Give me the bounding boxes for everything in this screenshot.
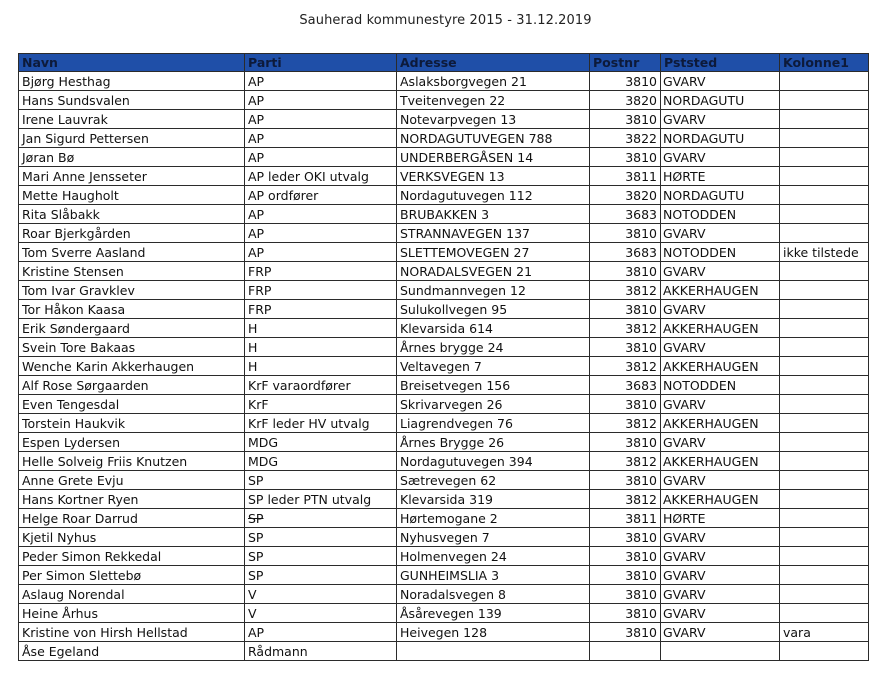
cell-postnr: 3810 [590,433,661,452]
cell-postnr: 3810 [590,623,661,642]
cell-postnr: 3810 [590,262,661,281]
table-row [19,243,869,262]
cell-navn: Jøran Bø [19,148,245,167]
cell-adresse: Heivegen 128 [397,623,590,642]
cell-kolonne1 [780,395,869,414]
table-row [19,376,869,395]
table-row [19,129,869,148]
cell-adresse: UNDERBERGÅSEN 14 [397,148,590,167]
table-row [19,642,869,661]
cell-postnr [590,642,661,661]
cell-poststed: NORDAGUTU [661,91,780,110]
cell-parti: FRP [245,300,397,319]
cell-parti: SP [245,547,397,566]
cell-poststed: GVARV [661,433,780,452]
cell-poststed: GVARV [661,338,780,357]
cell-navn: Roar Bjerkgården [19,224,245,243]
cell-postnr: 3810 [590,604,661,623]
cell-navn: Mette Haugholt [19,186,245,205]
cell-adresse: NORADALSVEGEN 21 [397,262,590,281]
table-row [19,300,869,319]
cell-kolonne1 [780,262,869,281]
cell-kolonne1 [780,376,869,395]
cell-postnr: 3820 [590,91,661,110]
cell-postnr: 3812 [590,414,661,433]
cell-adresse: VERKSVEGEN 13 [397,167,590,186]
cell-kolonne1 [780,186,869,205]
cell-poststed: NORDAGUTU [661,186,780,205]
cell-postnr: 3810 [590,110,661,129]
table-row [19,110,869,129]
cell-poststed: GVARV [661,604,780,623]
cell-postnr: 3812 [590,490,661,509]
cell-poststed: AKKERHAUGEN [661,357,780,376]
cell-postnr: 3820 [590,186,661,205]
cell-postnr: 3812 [590,452,661,471]
table-row [19,224,869,243]
cell-postnr: 3810 [590,338,661,357]
cell-parti: FRP [245,281,397,300]
cell-adresse: Veltavegen 7 [397,357,590,376]
table-body [19,72,869,661]
cell-parti: AP [245,148,397,167]
cell-parti: MDG [245,433,397,452]
cell-kolonne1 [780,110,869,129]
cell-adresse: Nordagutuvegen 112 [397,186,590,205]
cell-kolonne1 [780,319,869,338]
cell-postnr: 3822 [590,129,661,148]
cell-kolonne1 [780,129,869,148]
table-row [19,604,869,623]
cell-adresse: Tveitenvegen 22 [397,91,590,110]
cell-adresse: Sulukollvegen 95 [397,300,590,319]
cell-poststed: GVARV [661,148,780,167]
cell-postnr: 3810 [590,300,661,319]
cell-postnr: 3810 [590,566,661,585]
cell-poststed: AKKERHAUGEN [661,490,780,509]
column-header-postnr: Postnr [590,54,661,72]
cell-postnr: 3810 [590,471,661,490]
cell-navn: Heine Århus [19,604,245,623]
cell-postnr: 3812 [590,281,661,300]
cell-navn: Hans Kortner Ryen [19,490,245,509]
cell-navn: Svein Tore Bakaas [19,338,245,357]
cell-poststed: GVARV [661,623,780,642]
table-row [19,205,869,224]
cell-kolonne1 [780,642,869,661]
cell-postnr: 3812 [590,319,661,338]
cell-navn: Torstein Haukvik [19,414,245,433]
cell-poststed: GVARV [661,395,780,414]
cell-parti: AP [245,243,397,262]
cell-adresse: Åsårevegen 139 [397,604,590,623]
cell-poststed: NORDAGUTU [661,129,780,148]
table-row [19,357,869,376]
table-row [19,509,869,528]
cell-parti: AP [245,129,397,148]
table-row [19,566,869,585]
cell-adresse: Hørtemogane 2 [397,509,590,528]
table-row [19,148,869,167]
table-row [19,623,869,642]
cell-parti: AP [245,623,397,642]
cell-parti: KrF [245,395,397,414]
table-header-row [19,54,869,72]
cell-kolonne1: vara [780,623,869,642]
cell-navn: Tom Sverre Aasland [19,243,245,262]
cell-navn: Espen Lydersen [19,433,245,452]
table-row [19,91,869,110]
cell-navn: Aslaug Norendal [19,585,245,604]
cell-kolonne1 [780,91,869,110]
cell-adresse: Breisetvegen 156 [397,376,590,395]
cell-poststed: GVARV [661,528,780,547]
cell-parti: H [245,357,397,376]
cell-kolonne1 [780,547,869,566]
cell-navn: Wenche Karin Akkerhaugen [19,357,245,376]
cell-poststed: NOTODDEN [661,243,780,262]
cell-poststed: AKKERHAUGEN [661,414,780,433]
table-row [19,452,869,471]
cell-parti: SP leder PTN utvalg [245,490,397,509]
cell-kolonne1 [780,72,869,91]
cell-poststed [661,642,780,661]
cell-adresse: BRUBAKKEN 3 [397,205,590,224]
cell-postnr: 3810 [590,585,661,604]
cell-kolonne1 [780,452,869,471]
cell-adresse: Nordagutuvegen 394 [397,452,590,471]
cell-postnr: 3810 [590,395,661,414]
cell-navn: Jan Sigurd Pettersen [19,129,245,148]
cell-navn: Even Tengesdal [19,395,245,414]
cell-poststed: GVARV [661,262,780,281]
table-row [19,414,869,433]
cell-poststed: GVARV [661,585,780,604]
table-row [19,471,869,490]
cell-kolonne1 [780,300,869,319]
cell-poststed: GVARV [661,110,780,129]
cell-poststed: GVARV [661,471,780,490]
cell-poststed: GVARV [661,224,780,243]
cell-adresse [397,642,590,661]
cell-poststed: GVARV [661,547,780,566]
cell-adresse: GUNHEIMSLIA 3 [397,566,590,585]
column-header-adresse: Adresse [397,54,590,72]
cell-parti: H [245,319,397,338]
table-row [19,433,869,452]
cell-postnr: 3811 [590,509,661,528]
cell-kolonne1: ikke tilstede [780,243,869,262]
table-row [19,490,869,509]
cell-kolonne1 [780,566,869,585]
cell-poststed: NOTODDEN [661,376,780,395]
cell-adresse: Liagrendvegen 76 [397,414,590,433]
table-row [19,395,869,414]
column-header-kolonne1: Kolonne1 [780,54,869,72]
cell-kolonne1 [780,205,869,224]
cell-parti: V [245,604,397,623]
cell-postnr: 3811 [590,167,661,186]
cell-adresse: Klevarsida 319 [397,490,590,509]
cell-kolonne1 [780,148,869,167]
cell-parti: Rådmann [245,642,397,661]
cell-adresse: Årnes brygge 24 [397,338,590,357]
cell-parti: V [245,585,397,604]
cell-parti: MDG [245,452,397,471]
cell-navn: Per Simon Slettebø [19,566,245,585]
council-member-table [18,53,869,661]
cell-kolonne1 [780,509,869,528]
table-row [19,186,869,205]
cell-postnr: 3810 [590,528,661,547]
cell-adresse: Klevarsida 614 [397,319,590,338]
cell-postnr: 3810 [590,72,661,91]
cell-parti: SP [245,566,397,585]
cell-adresse: Aslaksborgvegen 21 [397,72,590,91]
cell-postnr: 3683 [590,376,661,395]
cell-parti: FRP [245,262,397,281]
cell-kolonne1 [780,490,869,509]
cell-parti: KrF varaordfører [245,376,397,395]
cell-kolonne1 [780,433,869,452]
cell-navn: Peder Simon Rekkedal [19,547,245,566]
cell-kolonne1 [780,338,869,357]
cell-kolonne1 [780,414,869,433]
cell-parti: SP [245,528,397,547]
cell-kolonne1 [780,167,869,186]
cell-parti: SP [245,471,397,490]
cell-postnr: 3810 [590,547,661,566]
cell-poststed: GVARV [661,566,780,585]
cell-navn: Alf Rose Sørgaarden [19,376,245,395]
cell-poststed: AKKERHAUGEN [661,281,780,300]
cell-navn: Kristine Stensen [19,262,245,281]
cell-postnr: 3683 [590,205,661,224]
cell-postnr: 3683 [590,243,661,262]
cell-parti: SP [245,509,397,528]
cell-navn: Helge Roar Darrud [19,509,245,528]
cell-poststed: NOTODDEN [661,205,780,224]
cell-postnr: 3812 [590,357,661,376]
cell-parti: AP [245,224,397,243]
cell-navn: Tor Håkon Kaasa [19,300,245,319]
cell-poststed: GVARV [661,300,780,319]
column-header-poststed: Pststed [661,54,780,72]
cell-kolonne1 [780,528,869,547]
column-header-parti: Parti [245,54,397,72]
cell-adresse: Nyhusvegen 7 [397,528,590,547]
table-row [19,281,869,300]
cell-poststed: HØRTE [661,509,780,528]
cell-adresse: STRANNAVEGEN 137 [397,224,590,243]
cell-kolonne1 [780,281,869,300]
table-row [19,72,869,91]
cell-parti: AP leder OKI utvalg [245,167,397,186]
cell-parti: AP [245,110,397,129]
cell-kolonne1 [780,224,869,243]
table-row [19,585,869,604]
cell-navn: Mari Anne Jensseter [19,167,245,186]
cell-navn: Bjørg Hesthag [19,72,245,91]
cell-adresse: Sætrevegen 62 [397,471,590,490]
table-row [19,547,869,566]
cell-kolonne1 [780,471,869,490]
cell-adresse: Notevarpvegen 13 [397,110,590,129]
cell-adresse: Skrivarvegen 26 [397,395,590,414]
cell-adresse: Sundmannvegen 12 [397,281,590,300]
cell-navn: Anne Grete Evju [19,471,245,490]
table-row [19,319,869,338]
cell-postnr: 3810 [590,148,661,167]
cell-navn: Erik Søndergaard [19,319,245,338]
cell-navn: Kristine von Hirsh Hellstad [19,623,245,642]
column-header-navn: Navn [19,54,245,72]
cell-adresse: Holmenvegen 24 [397,547,590,566]
cell-kolonne1 [780,357,869,376]
cell-navn: Helle Solveig Friis Knutzen [19,452,245,471]
cell-poststed: GVARV [661,72,780,91]
document-title: Sauherad kommunestyre 2015 - 31.12.2019 [299,13,592,28]
cell-kolonne1 [780,604,869,623]
cell-adresse: Årnes Brygge 26 [397,433,590,452]
cell-postnr: 3810 [590,224,661,243]
cell-navn: Rita Slåbakk [19,205,245,224]
cell-poststed: AKKERHAUGEN [661,452,780,471]
cell-adresse: NORDAGUTUVEGEN 788 [397,129,590,148]
cell-kolonne1 [780,585,869,604]
table-row [19,167,869,186]
cell-navn: Tom Ivar Gravklev [19,281,245,300]
cell-parti: AP [245,91,397,110]
cell-parti: AP [245,205,397,224]
cell-navn: Hans Sundsvalen [19,91,245,110]
table-row [19,262,869,281]
cell-adresse: Noradalsvegen 8 [397,585,590,604]
cell-navn: Irene Lauvrak [19,110,245,129]
cell-poststed: AKKERHAUGEN [661,319,780,338]
cell-navn: Åse Egeland [19,642,245,661]
cell-parti: KrF leder HV utvalg [245,414,397,433]
table-row [19,338,869,357]
cell-parti: AP ordfører [245,186,397,205]
cell-parti: AP [245,72,397,91]
table-row [19,528,869,547]
cell-poststed: HØRTE [661,167,780,186]
cell-navn: Kjetil Nyhus [19,528,245,547]
cell-parti: H [245,338,397,357]
cell-adresse: SLETTEMOVEGEN 27 [397,243,590,262]
